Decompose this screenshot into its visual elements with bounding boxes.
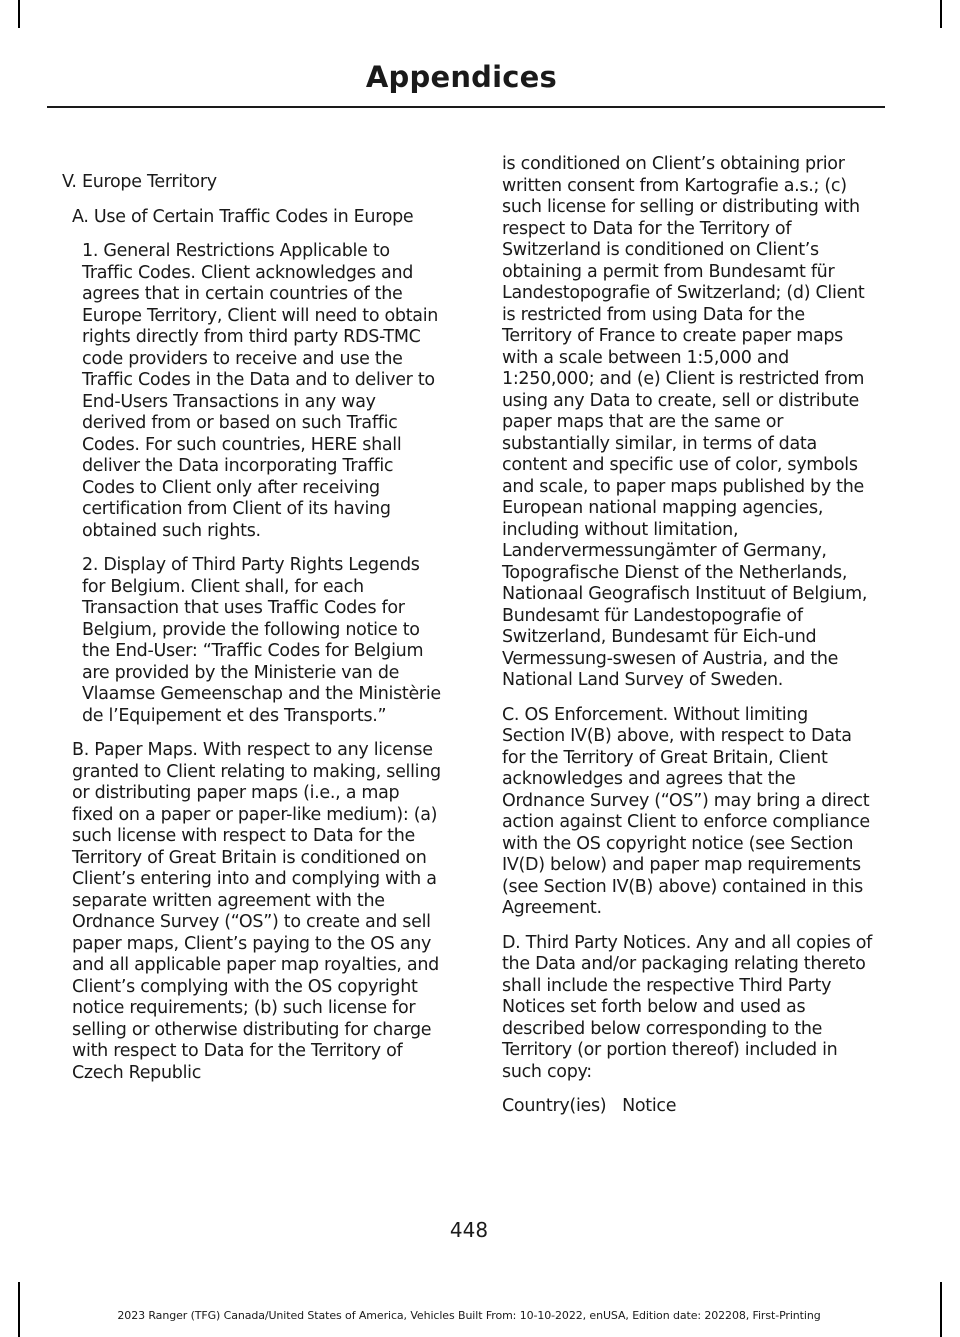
table-header-country-notice: Country(ies) Notice: [502, 1096, 677, 1116]
section-heading-europe-territory: V. Europe Territory: [62, 172, 217, 192]
page-number: 448: [449, 1218, 489, 1242]
page-title: Appendices: [365, 60, 557, 94]
left-column: [62, 172, 442, 1097]
paragraph-paper-maps: B. Paper Maps. With respect to any license granted to Client relating to making, selling or distributing paper maps (i.e., a map fixed on a paper or paper-like medium): (a) such license with respect to Data for the Territory of Great Britain is conditioned on Client’s entering into and complying with a separate written agreement with the Ordnance Survey (“OS”) to create and sell paper maps, Client’s paying to the OS any and all applicable paper map royalties, and Client’s complying with the OS copyright notice requirements; (b) such license for selling or otherwise distributing for charge with respect to Data for the Territory of Czech Republic: [72, 740, 441, 1083]
paragraph-paper-maps-continued: is conditioned on Client’s obtaining prior written consent from Kartografie a.s.; (c) such license for selling or distributing with respect to Data for the Territory of Switzerland is conditioned on Client’s obtaining a permit from Bundesamt für Landestopografie of Switzerland; (d) Client is restricted from using Data for the Territory of France to create paper maps with a scale between 1:5,000 and 1:250,000; and (e) Client is restricted from using any Data to create, sell or distribute paper maps that are the same or substantially similar, in terms of data content and specific use of color, symbols and scale, to paper maps published by the European national mapping agencies, including without limitation, Landervermessungämter of Germany, Topografische Dienst of the Netherlands, Nationaal Geografisch Instituut of Belgium, Bundesamt für Landestopografie of Switzerland, Bundesamt für Eich-und Vermessung-swesen of Austria, and the National Land Survey of Sweden.: [502, 154, 868, 690]
paragraph-os-enforcement: C. OS Enforcement. Without limiting Section IV(B) above, with respect to Data for the Territory of Great Britain, Client acknowledges and agrees that the Ordnance Survey (“OS”) may bring a direct action against Client to enforce compliance with the OS copyright notice (see Section IV(D) below) and paper map requirements (see Section IV(B) above) contained in this Agreement.: [502, 704, 870, 918]
paragraph-belgium-legends: 2. Display of Third Party Rights Legends for Belgium. Client shall, for each Transaction that uses Traffic Codes for Belgium, provide the following notice to the End-User: “Traffic Codes for Belgium are provided by the Ministerie van de Vlaamse Gemeenschap and the Ministèrie de l’Equipement et des Transports.”: [82, 555, 441, 726]
crop-mark-top-left: [18, 0, 20, 28]
right-column: [502, 154, 872, 1131]
paragraph-third-party-notices: D. Third Party Notices. Any and all copies of the Data and/or packaging relating thereto shall include the respective Third Party Notices set forth below and used as described below corresponding to the Territory (or portion thereof) included in such copy:: [502, 932, 873, 1082]
subsection-heading-traffic-codes: A. Use of Certain Traffic Codes in Europe: [72, 206, 414, 227]
footer-edition-info: 2023 Ranger (TFG) Canada/United States of America, Vehicles Built From: 10-10-2022, enUSA, Edition date: 202208, First-Printing: [117, 1309, 821, 1322]
header-divider: [47, 106, 885, 108]
paragraph-general-restrictions: 1. General Restrictions Applicable to Traffic Codes. Client acknowledges and agrees that in certain countries of the Europe Territory, Client will need to obtain rights directly from third party RDS-TMC code providers to receive and use the Traffic Codes in the Data and to deliver to End-Users Transactions in any way derived from or based on such Traffic Codes. For such countries, HERE shall deliver the Data incorporating Traffic Codes to Client only after receiving certification from Client of its having obtained such rights.: [82, 241, 439, 541]
crop-mark-bottom-right: [940, 1282, 942, 1337]
crop-mark-top-right: [940, 0, 942, 28]
